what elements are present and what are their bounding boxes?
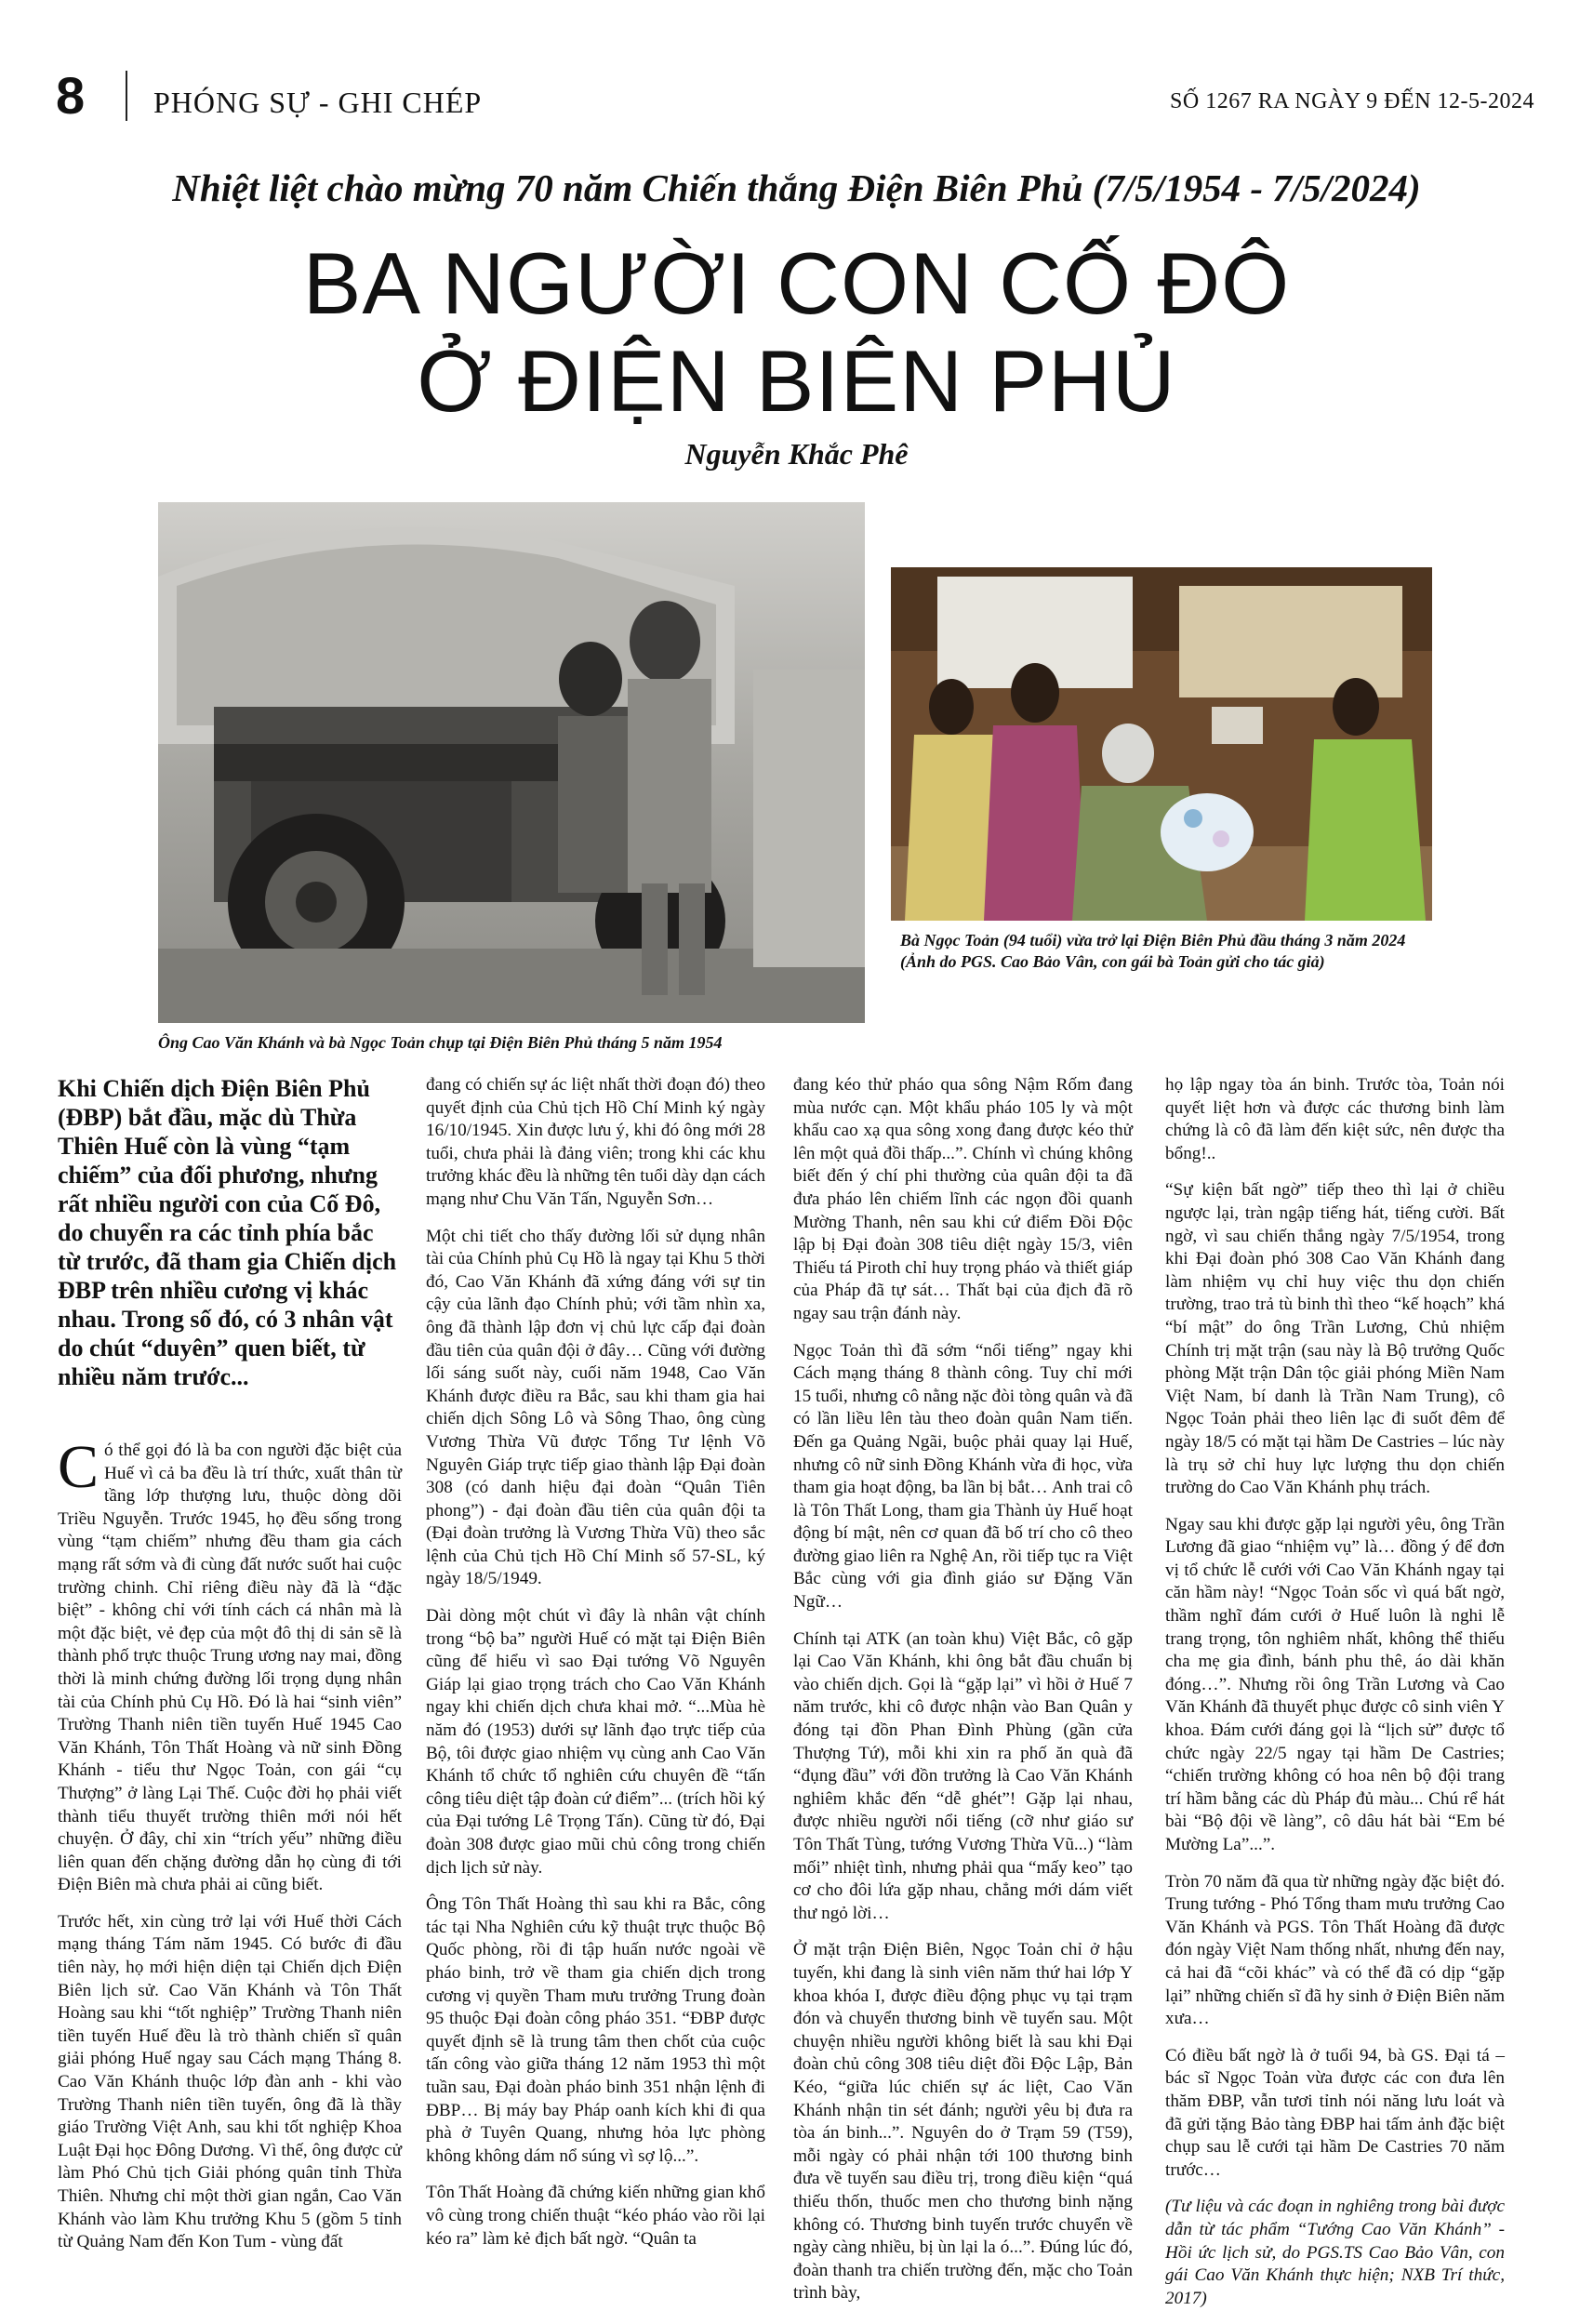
photo-2024-visit-image [891,567,1432,921]
body-paragraph: đang có chiến sự ác liệt nhất thời đoạn đó) theo quyết định của Chủ tịch Hồ Chí Minh ký ngày 16/10/1945. Xin được lưu ý, khi đó ông mới 28 tuổi, chưa phải là đảng viên; trong khi các khu trưởng khác đều là những tên tuổi dày dạn cách mạng như Chu Văn Tấn, Nguyễn Sơn… [426,1075,766,1209]
article-lead: Khi Chiến dịch Điện Biên Phủ (ĐBP) bắt đầu, mặc dù Thừa Thiên Huế còn là vùng “tạm chiếm” của đối phương, nhưng rất nhiều người con của Cố Đô, do chuyển ra các tỉnh phía bắc từ trước, đã tham gia Chiến dịch ĐBP trên nhiều cương vị khác nhau. Trong số đó, có 3 nhân vật do chút “duyên” quen biết, từ nhiều năm trước... [58,1075,397,1390]
body-paragraph: Ngọc Toản thì đã sớm “nổi tiếng” ngay khi Cách mạng tháng 8 thành công. Tuy chỉ mới 15 tuổi, nhưng cô nằng nặc đòi tòng quân và đã có lần liều lên tàu theo đoàn quân Nam tiến. Đến ga Quảng Ngãi, buộc phải quay lại Huế, nhưng cô nữ sinh Đồng Khánh vừa đi học, vừa tham gia hoạt động, ba lần bị bắt… Anh trai cô là Tôn Thất Long, tham gia Thành ủy Huế hoạt động bí mật, nên cơ quan đã bố trí cho cô theo đường giao liên ra Nghệ An, rồi tiếp tục ra Việt Bắc cùng với gia đình giáo sư Đặng Văn Ngữ… [793,1340,1133,1613]
body-paragraph: Chính tại ATK (an toàn khu) Việt Bắc, cô gặp lại Cao Văn Khánh, khi ông bắt đầu chuẩn bị vào chiến dịch. Gọi là “gặp lại” vì hồi ở Huế 7 năm trước, khi cô được nhận vào Ban Quân y đóng tại đồn Phan Đình Phùng (gần cửa Thượng Tứ), mỗi khi xin ra phố ăn quà đã “đụng đầu” với đồn trưởng là Cao Văn Khánh nghiêm khắc đến “dễ ghét”! Gặp lại nhau, được nhiều người nổi tiếng (cỡ như giáo sư Tôn Thất Tùng, tướng Vương Thừa Vũ...) “làm mối” nhiệt tình, nhưng phải qua “mấy keo” tạo cơ cho đôi lứa gặp nhau, chẳng mới dám viết thư ngỏ lời… [793,1628,1133,1923]
body-paragraph: đang kéo thử pháo qua sông Nậm Rốm đang mùa nước cạn. Một khẩu pháo 105 ly và một khẩu cao xạ qua sông xong đang được kéo thử lên một quả đồi thấp...”. Chính vì chúng không biết đến ý chí phi thường của quân đội ta đã đưa pháo lên chiếm lĩnh các ngọn đồi quanh Mường Thanh, nên sau khi cứ điểm Đồi Độc lập bị Đại đoàn 308 tiêu diệt ngày 15/3, viên Thiếu tá Piroth chỉ huy trọng pháo và thiết giáp của Pháp đã tự sát… Thất bại của địch đã rõ ngay sau trận đánh này. [793,1075,1133,1323]
photo-jeep-1954 [158,502,865,1023]
header-divider [126,71,127,121]
kicker: Nhiệt liệt chào mừng 70 năm Chiến thắng Điện Biên Phủ (7/5/1954 - 7/5/2024) [172,166,1421,209]
article-column-2 [426,1074,765,2264]
body-paragraph: Tròn 70 năm đã qua từ những ngày đặc biệt đó. Trung tướng - Phó Tổng tham mưu trưởng Cao Văn Khánh và PGS. Tôn Thất Hoàng đã được đón ngày Việt Nam thống nhất, nhưng đến nay, cả hai đã “cõi khác” và có thể đã có dịp “gặp lại” những chiến sĩ đã hy sinh ở Điện Biên năm xưa… [1165,1871,1505,2029]
body-paragraph: họ lập ngay tòa án binh. Trước tòa, Toản nói quyết liệt hơn và được các thương binh làm chứng là cô đã làm đến kiệt sức, nên được tha bổng!.. [1165,1075,1505,1163]
body-text: ó thể gọi đó là ba con người đặc biệt của Huế vì cả ba đều là trí thức, xuất thân từ tầng lớp thượng lưu, thuộc dòng dõi Triều Nguyễn. Trước 1945, họ đều sống trong vùng “tạm chiếm” nhưng đều tham gia cách mạng rất sớm và đi cùng đất nước suốt hai cuộc trường chinh. Chỉ riêng điều này đã là “đặc biệt” - không chỉ với tính cách cá nhân mà là một đặc biệt, vẻ đẹp của một đô thị di sản sẽ là thành phố trực thuộc Trung ương nay mai, đồng thời là minh chứng đường lối trọng dụng nhân tài của Chính phủ Cụ Hồ. Đó là hai “sinh viên” Trường Thanh niên tiền tuyến Huế 1945 Cao Văn Khánh, Tôn Thất Hoàng và nữ sinh Đồng Khánh - tiểu thư Ngọc Toản, con gái “cụ Thượng” ở làng Lại Thế. Cuộc đời họ phải viết thành tiểu thuyết trường thiên mới nói hết chuyện. Ở đây, chỉ xin “trích yếu” những điều liên quan đến chặng đường dẫn họ cùng đi tới Điện Biên mà chưa phải ai cũng biết. [58,1441,402,1895]
body-paragraph: Tôn Thất Hoàng đã chứng kiến những gian khổ vô cùng trong chiến thuật “kéo pháo vào rồi lại kéo ra” làm kẻ địch bất ngờ. “Quân ta [426,2183,765,2249]
body-paragraph: Ở mặt trận Điện Biên, Ngọc Toản chỉ ở hậu tuyến, khi đang là sinh viên năm thứ hai lớp Y khoa khóa I, được điều động phục vụ tại trạm đón và chuyển thương binh về tuyến sau. Một chuyện nhiều người không biết là sau khi Đại đoàn chủ công 308 tiêu diệt đồi Độc Lập, Bản Kéo, “giữa lúc chiến sự ác liệt, Cao Văn Khánh nhận tin sét đánh; người yêu bị đưa ra tòa án binh...”. Nguyên do ở Trạm 59 (T59), mỗi ngày có phải nhận tới 100 thương binh đưa về tuyến sau điều trị, trong điều kiện “quá thiếu thốn, thuốc men cho thương binh nặng không có. Thương binh tuyến trước chuyển về ngày càng nhiều, bị ùn lại la ó...”. Đúng lúc đó, đoàn thanh tra chiến trường đến, mặc cho Toản trình bày, [793,1940,1133,2304]
body-paragraph: Có điều bất ngờ là ở tuổi 94, bà GS. Đại tá – bác sĩ Ngọc Toản vừa được các con đưa lên thăm ĐBP, vẫn tươi tỉnh nói năng lưu loát và đã gửi tặng Bảo tàng ĐBP hai tấm ảnh đặc biệt chụp sau lễ cưới tại hầm De Castries 70 năm trước… [1165,2045,1505,2180]
body-paragraph: Ông Tôn Thất Hoàng thì sau khi ra Bắc, công tác tại Nha Nghiên cứu kỹ thuật trực thuộc Bộ Quốc phòng, rồi đi tập huấn nước ngoài về pháo binh, trở về tham gia chiến dịch trong cương vị quyền Tham mưu trưởng Trung đoàn 95 thuộc Đại đoàn công pháo 351. “ĐBP được quyết định sẽ là trung tâm then chốt của cuộc tấn công vào giữa tháng 12 năm 1953 thì một tuần sau, Đại đoàn pháo binh 351 nhận lệnh đi ĐBP… Bị máy bay Pháp oanh kích khi đi qua phà ở Tuyên Quang, nhưng hỏa lực phòng không không dám nổ súng vì sợ lộ...”. [426,1894,765,2166]
body-paragraph: Ngay sau khi được gặp lại người yêu, ông Trần Lương đã giao “nhiệm vụ” là… đồng ý để đơn vị tổ chức lễ cưới với Cao Văn Khánh ngay tại căn hầm này! “Ngọc Toản sốc vì quá bất ngờ, thầm nghĩ đám cưới ở Huế luôn là nghi lễ trang trọng, tôn nghiêm nhất, không thể thiếu cha mẹ gia đình, bánh phu thê, áo dài khăn đóng…”. Nhưng rồi ông Trần Lương và Cao Văn Khánh đã thuyết phục được cô sinh viên Y khoa. Đám cưới đáng gọi là “lịch sử” được tổ chức ngày 22/5 ngay tại hầm De Castries; “chiến trường không có hoa nên bộ đội trang trí hầm bằng các dù Pháp đủ màu... Chú rể hát bài “Bộ đội về làng”, cô dâu hát bài “Em bé Mường La”...”. [1165,1514,1505,1854]
photo2-caption: Bà Ngọc Toản (94 tuổi) vừa trở lại Điện Biên Phủ đầu tháng 3 năm 2024 (Ảnh do PGS. Cao Bảo Vân, con gái bà Toản gửi cho tác giả) [900,931,1406,971]
title-line-1: BA NGƯỜI CON CỐ ĐÔ [302,234,1291,332]
body-paragraph: Dài dòng một chút vì đây là nhân vật chính trong “bộ ba” người Huế có mặt tại Điện Biên cũng để hiểu vì sao Đại tướng Võ Nguyên Giáp lại giao trọng trách cho Cao Văn Khánh ngay khi chiến dịch chưa khai mở. “...Mùa hè năm đó (1953) dưới sự lãnh đạo trực tiếp của Bộ, tôi được giao nhiệm vụ cùng anh Cao Văn Khánh tổ chức tổ nghiên cứu chuyên đề “tấn công tiêu diệt tập đoàn cứ điểm”... (trích hồi ký của Đại tướng Lê Trọng Tấn). Cũng từ đó, Đại đoàn 308 được giao mũi chủ công trong chiến dịch lịch sử này. [426,1606,765,1878]
body-paragraph: Trước hết, xin cùng trở lại với Huế thời Cách mạng tháng Tám năm 1945. Có bước đi đầu tiên này, họ mới hiện diện tại Chiến dịch Điện Biên lịch sử. Cao Văn Khánh và Tôn Thất Hoàng sau khi “tốt nghiệp” Trường Thanh niên tiền tuyến Huế đều là trò thành chiến sĩ quân giải phóng Huế ngay sau Cách mạng Tháng 8. Cao Văn Khánh thuộc lớp đàn anh - khi vào Trường Thanh niên tiền tuyến, ông đã là thầy giáo Trường Việt Anh, sau khi tốt nghiệp Khoa Luật Đại học Đông Dương. Vì thế, ông được cử làm Phó Chủ tịch Giải phóng quân tỉnh Thừa Thiên. Nhưng chỉ một thời gian ngắn, Cao Văn Khánh vào làm Khu trưởng Khu 5 (gồm 5 tỉnh từ Quảng Nam đến Kon Tum - vùng đất [58,1911,402,2252]
photo-jeep-1954-image [158,502,865,1023]
section-label: PHÓNG SỰ - GHI CHÉP [153,86,483,119]
drop-cap: C [58,1433,100,1501]
photo1-caption: Ông Cao Văn Khánh và bà Ngọc Toản chụp tại Điện Biên Phủ tháng 5 năm 1954 [158,1033,723,1052]
header-bar [56,63,1534,128]
body-paragraph: “Sự kiện bất ngờ” tiếp theo thì lại ở chiều ngược lại, tràn ngập tiếng hát, tiếng cười. Bất ngờ, vì sau chiến thắng ngày 7/5/1954, trong khi Đại đoàn phó 308 Cao Văn Khánh đang làm nhiệm vụ chỉ huy việc thu dọn chiến trường, trao trả tù binh thì theo “kế hoạch” khá “bí mật” do ông Trần Lương, Chủ nhiệm Chính trị mặt trận (sau này là Bộ trưởng Quốc phòng Mặt trận Dân tộc giải phóng Miền Nam Việt Nam, bí danh là Trần Nam Trung), cô Ngọc Toản phải theo liên lạc đi suốt đêm để ngày 18/5 có mặt tại hầm De Castries – lúc này là trụ sở chỉ huy lực lượng thu dọn chiến trường do Cao Văn Khánh phụ trách. [1165,1180,1505,1498]
author-byline: Nguyễn Khắc Phê [684,437,909,471]
page-number: 8 [56,66,86,125]
article-column-3 [793,1074,1133,2319]
source-note: (Tư liệu và các đoạn in nghiêng trong bài được dẫn từ tác phẩm “Tướng Cao Văn Khánh” - Hồi ức lịch sử, do PGS.TS Cao Bảo Vân, con gái Cao Văn Khánh thực hiện; NXB Trí thức, 2017) [1165,2197,1505,2308]
article-column-4 [1165,1074,1505,2324]
body-paragraph: Một chi tiết cho thấy đường lối sử dụng nhân tài của Chính phủ Cụ Hồ là ngay tại Khu 5 thời đó, Cao Văn Khánh đã xứng đáng với sự tin cậy của lãnh đạo Chính phủ; với tầm nhìn xa, ông đã thành lập đơn vị chủ lực cấp đại đoàn đầu tiên của quân đội ở đây… Cũng với đường lối sáng suốt này, cuối năm 1948, Cao Văn Khánh được điều ra Bắc, sau khi tham gia hai chiến dịch Sông Lô và Sông Thao, ông cùng Vương Thừa Vũ được Tổng Tư lệnh Võ Nguyên Giáp trực tiếp giao thành lập Đại đoàn 308 (có danh hiệu đại đoàn “Quân Tiên phong”) - đại đoàn đầu tiên của quân đội ta (Đại đoàn trưởng là Vương Thừa Vũ) theo sắc lệnh của Chủ tịch Hồ Chí Minh số 57-SL, ký ngày 18/5/1949. [426,1226,765,1589]
photo-2024-visit [891,567,1432,921]
issue-info: SỐ 1267 RA NGÀY 9 ĐẾN 12-5-2024 [1170,89,1534,113]
title-line-2: Ở ĐIỆN BIÊN PHỦ [417,332,1176,430]
body-paragraph [58,1433,402,1897]
article-column-1 [58,1074,402,2268]
